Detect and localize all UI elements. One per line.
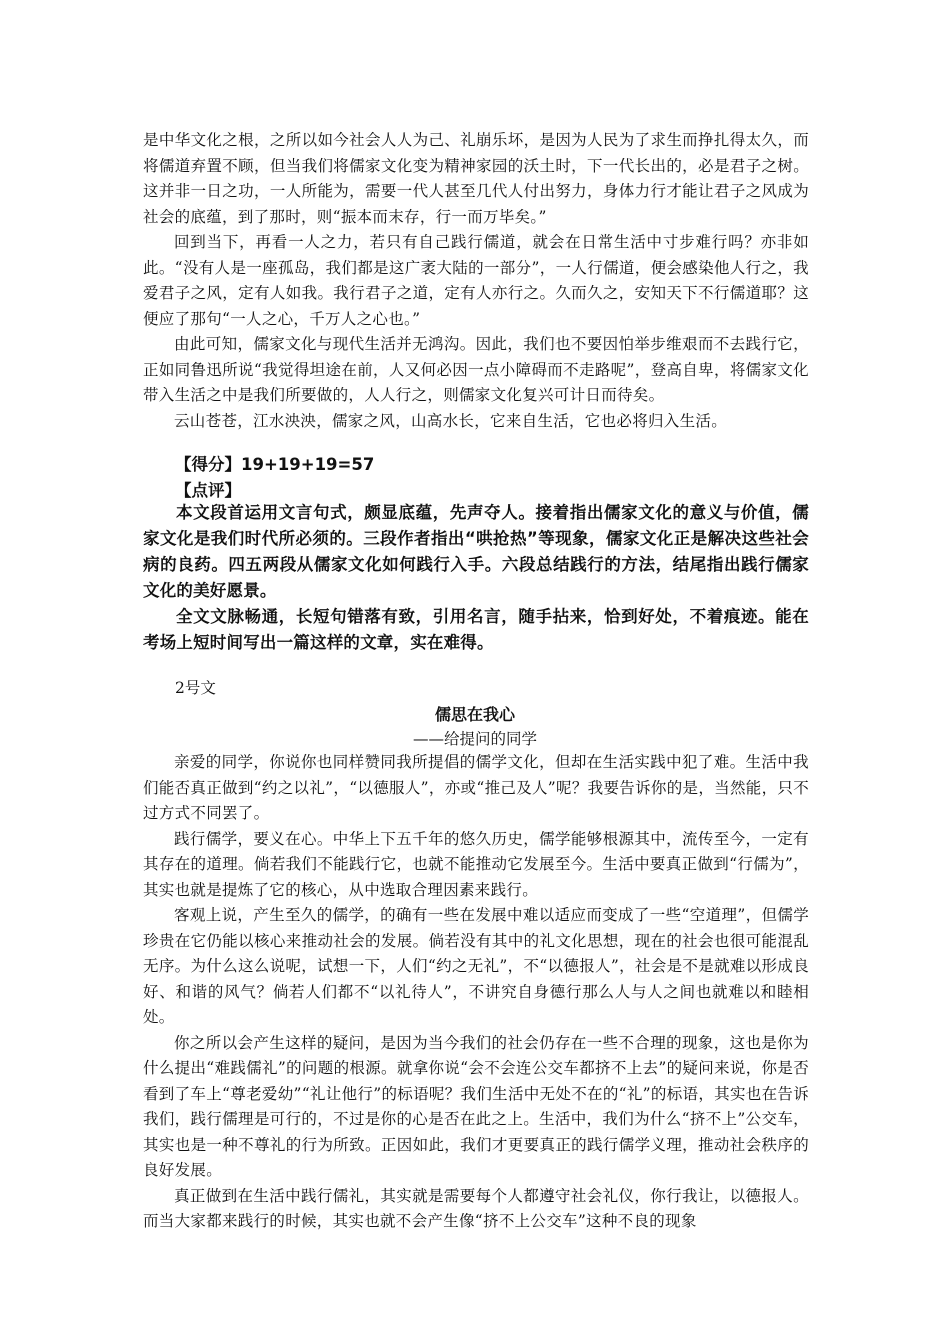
- essay1-paragraph-4: 云山苍苍，江水泱泱，儒家之风，山高水长，它来自生活，它也必将归入生活。: [174, 411, 728, 430]
- essay1-body: [143, 128, 809, 434]
- essay2-body: [143, 750, 809, 1235]
- essay2-paragraph-3: 客观上说，产生至久的儒学，的确有一些在发展中难以适应而变成了一些“空道理”，但儒学珍贵在它仍能以核心来推动社会的发展。倘若没有其中的礼文化思想，现在的社会也很可能混乱无序。为什么这么说呢，试想一下，人们“约之无礼”，不“以德报人”，社会是不是就难以形成良好、和谐的风气？倘若人们都不“以礼待人”，不讲究自身德行那么人与人之间也就难以和睦相处。: [143, 906, 809, 1026]
- comment-paragraph-2: 全文文脉畅通，长短句错落有致，引用名言，随手拈来，恰到好处，不着痕迹。能在考场上短时间写出一篇这样的文章，实在难得。: [143, 607, 809, 652]
- essay2-title: 儒思在我心: [434, 705, 515, 724]
- essay2-number: 2号文: [175, 679, 216, 697]
- essay2-subtitle: ——给提问的同学: [412, 730, 537, 748]
- essay2-paragraph-5: 真正做到在生活中践行儒礼，其实就是需要每个人都遵守社会礼仪，你行我让，以德报人。而当大家都来践行的时候，其实也就不会产生像“挤不上公交车”这种不良的现象: [143, 1186, 809, 1230]
- comment-body: [143, 500, 809, 656]
- essay1-paragraph-2: 回到当下，再看一人之力，若只有自己践行儒道，就会在日常生活中寸步难行吗？亦非如此。“没有人是一座孤岛，我们都是这广袤大陆的一部分”，一人行儒道，便会感染他人行之，我爱君子之风，定有人如我。我行君子之道，定有人亦行之。久而久之，安知天下不行儒道耶？这便应了那句“一人之心，千万人之心也。”: [143, 233, 809, 328]
- essay2-paragraph-1: 亲爱的同学，你说你也同样赞同我所提倡的儒学文化，但却在生活实践中犯了难。生活中我们能否真正做到“约之以礼”，“以德服人”，亦或“推己及人”呢？我要告诉你的是，当然能，只不过方式不同罢了。: [143, 753, 809, 822]
- essay1-paragraph-1: 是中华文化之根，之所以如今社会人人为己、礼崩乐坏，是因为人民为了求生而挣扎得太久，而将儒道弃置不顾，但当我们将儒家文化变为精神家园的沃土时，下一代长出的，必是君子之树。这并非一日之功，一人所能为，需要一代人甚至几代人付出努力，身体力行才能让君子之风成为社会的底蕴，到了那时，则“振本而末存，行一而万毕矣。”: [143, 131, 809, 226]
- comment-paragraph-1: 本文段首运用文言句式，颇显底蕴，先声夺人。接着指出儒家文化的意义与价值，儒家文化是我们时代所必须的。三段作者指出“哄抢热”等现象，儒家文化正是解决这些社会病的良药。四五两段从儒家文化如何践行入手。六段总结践行的方法，结尾指出践行儒家文化的美好愿景。: [143, 503, 809, 600]
- essay2-paragraph-4: 你之所以会产生这样的疑问，是因为当今我们的社会仍存在一些不合理的现象，这也是你为什么提出“难践儒礼”的问题的根源。就拿你说“会不会连公交车都挤不上去”的疑问来说，你是否看到了车上“尊老爱幼”“礼让他行”的标语呢？我们生活中无处不在的“礼”的标语，其实也在告诉我们，践行儒理是可行的，不过是你的心是否在此之上。生活中，我们为什么“挤不上”公交车，其实也是一种不尊礼的行为所致。正因如此，我们才更要真正的践行儒学义理，推动社会秩序的良好发展。: [143, 1033, 809, 1179]
- essay2-paragraph-2: 践行儒学，要义在心。中华上下五千年的悠久历史，儒学能够根源其中，流传至今，一定有其存在的道理。倘若我们不能践行它，也就不能推动它发展至今。生活中要真正做到“行儒为”，其实也就是提炼了它的核心，从中选取合理因素来践行。: [143, 829, 809, 899]
- essay1-paragraph-3: 由此可知，儒家文化与现代生活并无鸿沟。因此，我们也不要因怕举步维艰而不去践行它，正如同鲁迅所说“我觉得坦途在前，人又何必因一点小障碍而不走路呢”，登高自卑，将儒家文化带入生活之中是我们所要做的，人人行之，则儒家文化复兴可计日而待矣。: [143, 335, 809, 404]
- score-label: 【得分】19+19+19=57: [175, 455, 375, 474]
- comment-label: 【点评】: [175, 481, 241, 500]
